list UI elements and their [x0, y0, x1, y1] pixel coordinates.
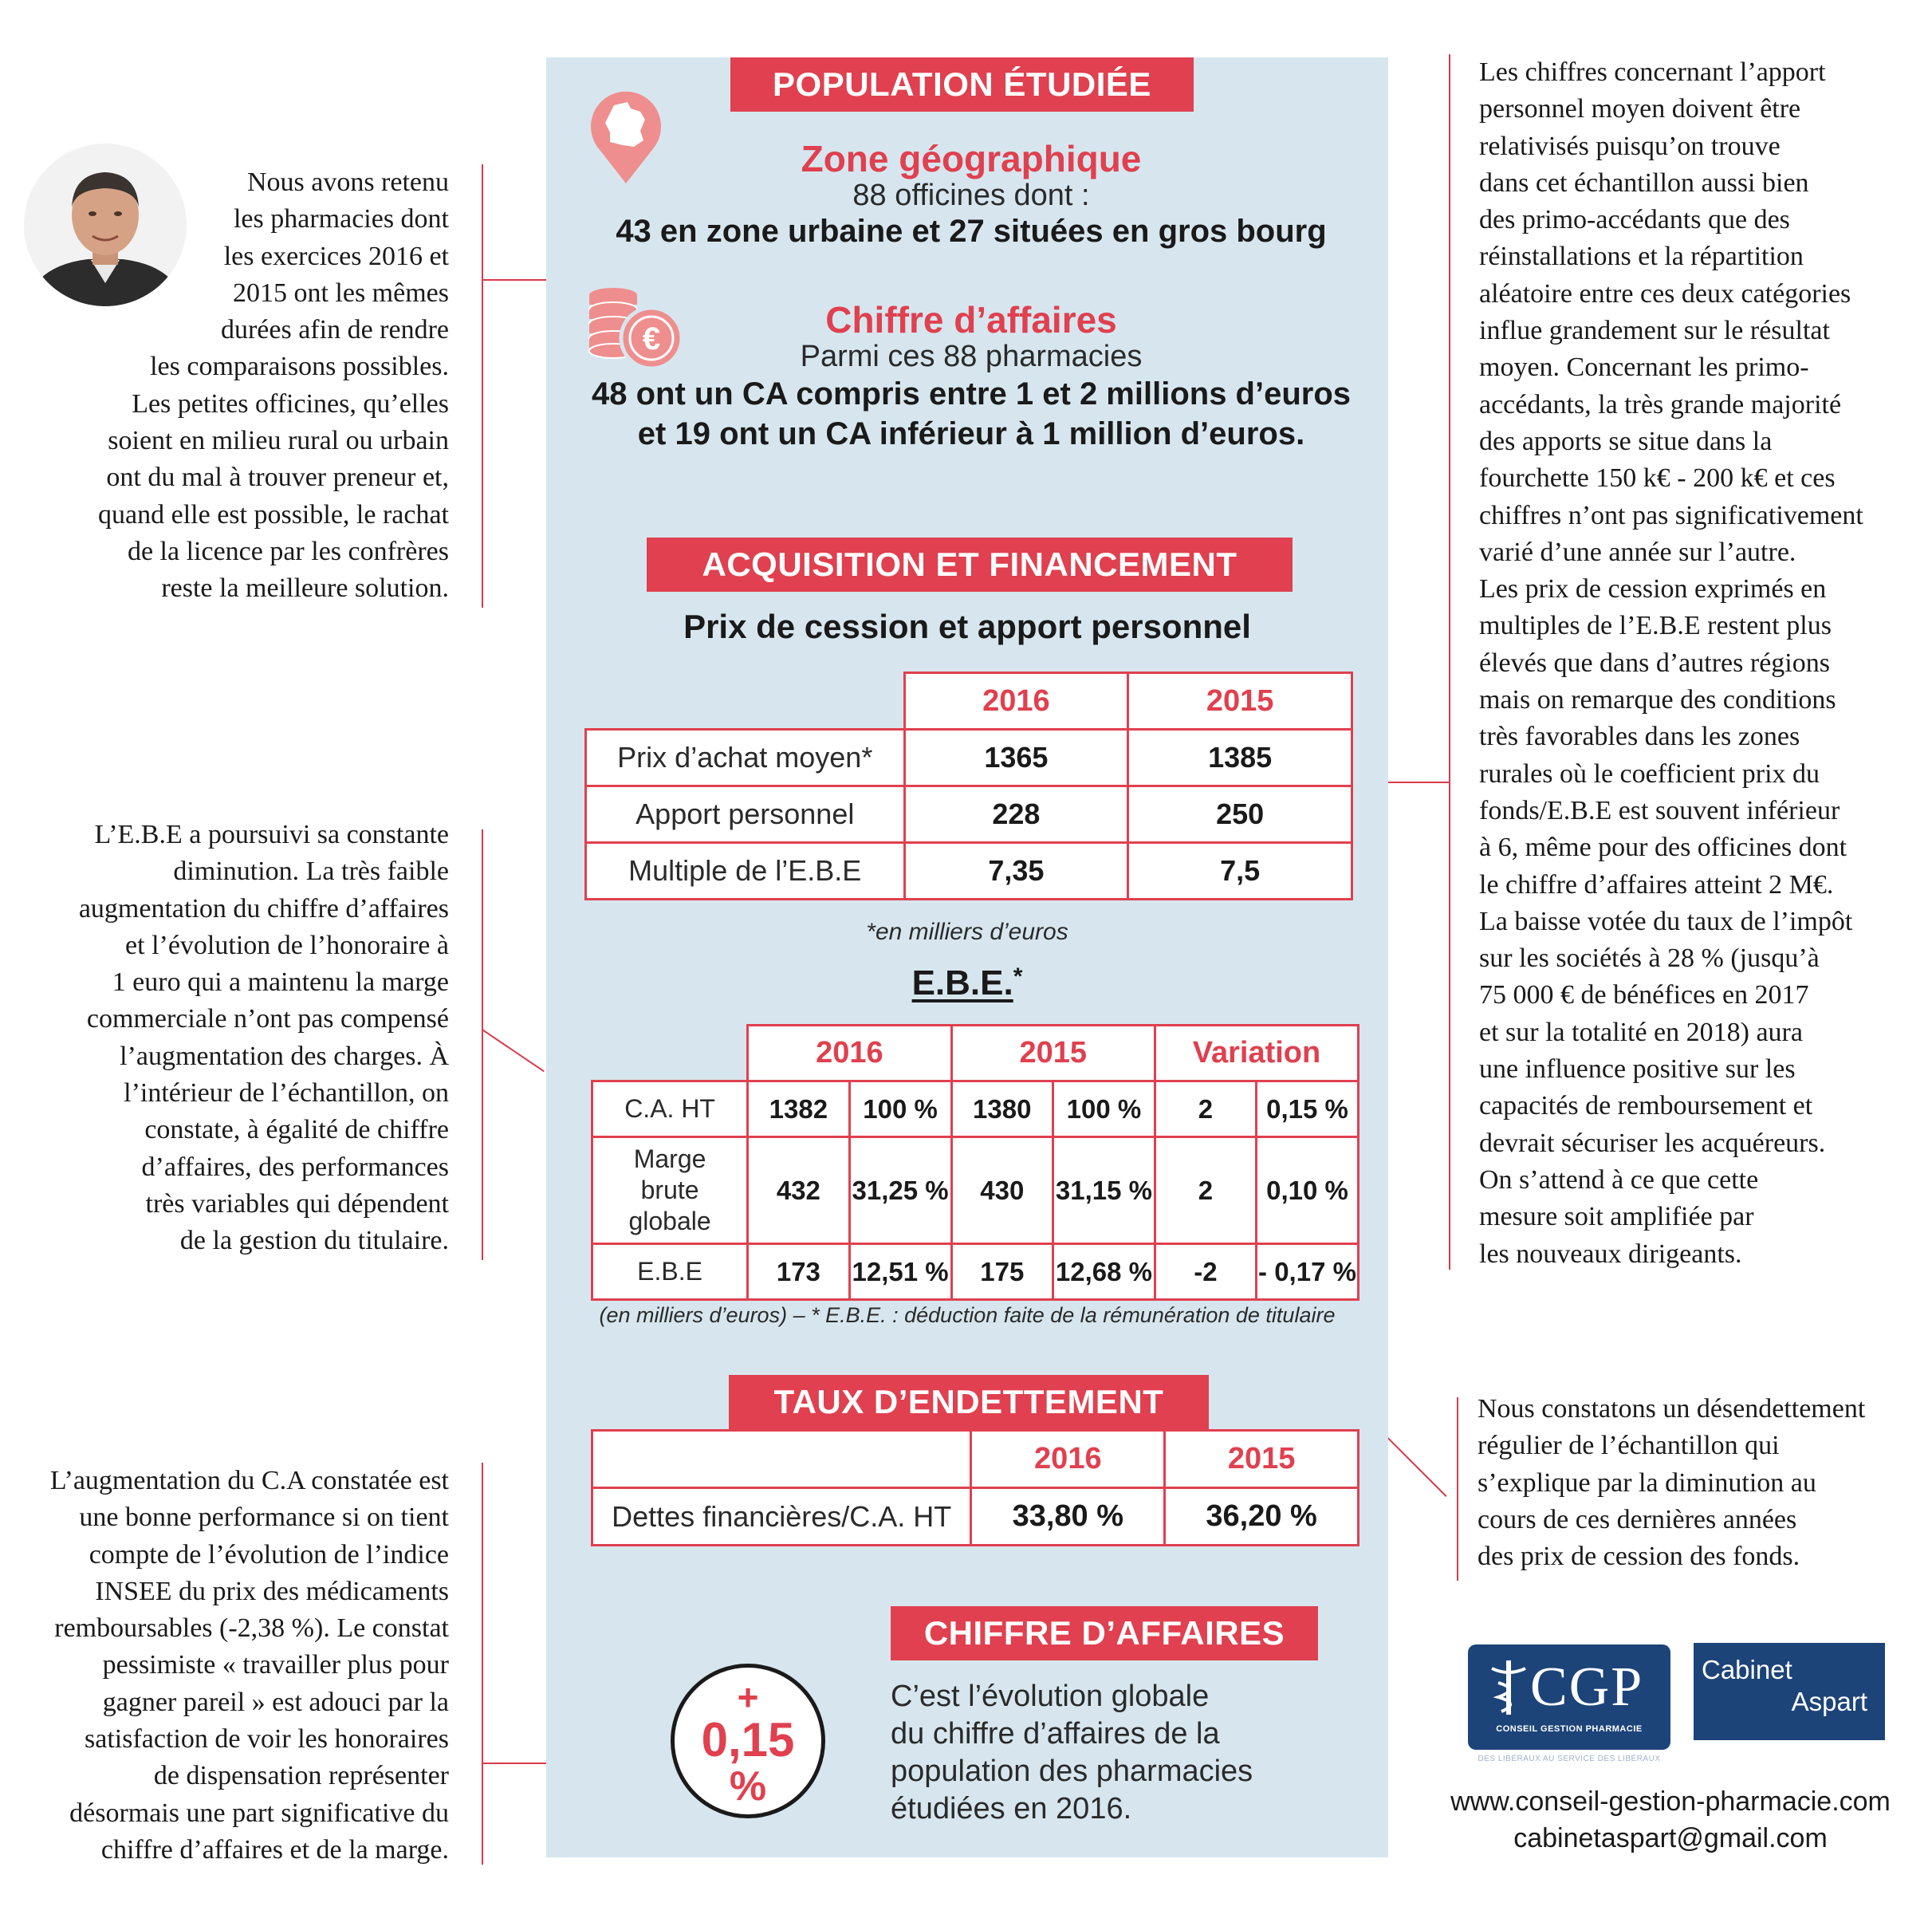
note-line: élevés que dans d’autres régions — [1479, 648, 1830, 678]
note-line: accédants, la très grande majorité — [1479, 389, 1842, 419]
percentage-circle — [671, 1664, 825, 1818]
note-line: gagner pareil » est adouci par la — [102, 1687, 449, 1717]
note-line: régulier de l’échantillon qui — [1478, 1431, 1780, 1461]
right-bracket-2 — [1457, 1397, 1458, 1581]
percentage-plus: + — [737, 1676, 759, 1718]
end-header-2015: 2015 — [1165, 1431, 1359, 1488]
left-bracket-3 — [482, 1463, 483, 1865]
end-empty-cell — [592, 1431, 971, 1488]
note-line: une bonne performance si on tient — [79, 1503, 449, 1533]
ebe-row-label: E.B.E — [592, 1244, 748, 1300]
ebe-empty-cell — [592, 1026, 748, 1081]
ebe-cell: 175 — [951, 1244, 1053, 1300]
ebe-cell: 1382 — [748, 1081, 849, 1137]
note-line: mesure soit amplifiée par — [1479, 1202, 1754, 1232]
note-line: multiples de l’E.B.E restent plus — [1479, 611, 1832, 641]
acquisition-subtitle: Prix de cession et apport personnel — [683, 608, 1251, 645]
note-line: des apports se situe dans la — [1479, 426, 1773, 456]
note-line: d’affaires, des performances — [141, 1152, 449, 1182]
left-note-3 — [2, 1463, 449, 1869]
ebe-cell: 430 — [951, 1137, 1053, 1244]
ca-line-3: et 19 ont un CA inférieur à 1 million d’euros. — [637, 416, 1305, 451]
acq-row-label: Multiple de l’E.B.E — [586, 843, 905, 900]
left-connector-2 — [482, 1029, 545, 1072]
note-line: aléatoire entre ces deux catégories — [1479, 278, 1851, 309]
acq-cell: 228 — [904, 786, 1128, 843]
note-line: fonds/E.B.E est souvent inférieur — [1479, 795, 1840, 825]
note-line: varié d’une année sur l’autre. — [1479, 537, 1796, 567]
acq-cell: 1365 — [904, 730, 1128, 786]
svg-text:€: € — [642, 321, 661, 356]
ebe-cell: 100 % — [1053, 1081, 1155, 1137]
ca-line-2: 48 ont un CA compris entre 1 et 2 millions d’euros — [591, 376, 1352, 412]
ebe-label-line: brute — [640, 1176, 699, 1204]
note-line: et sur la totalité en 2018) aura — [1479, 1017, 1803, 1047]
ebe-header-variation: Variation — [1155, 1026, 1358, 1081]
note-line: à 6, même pour des officines dont — [1479, 833, 1847, 863]
chiffre-text — [891, 1678, 1253, 1828]
acq-cell: 7,5 — [1128, 843, 1352, 900]
note-line: constate, à égalité de chiffre — [144, 1115, 449, 1145]
zone-title: Zone géographique — [801, 138, 1142, 179]
chiffre-text-line: C’est l’évolution globale — [891, 1680, 1210, 1713]
note-line: Les petites officines, qu’elles — [132, 388, 449, 419]
left-connector-3 — [482, 1763, 546, 1764]
acq-cell: 250 — [1128, 786, 1352, 843]
note-line: capacités de remboursement et — [1479, 1091, 1813, 1121]
ca-line-1: Parmi ces 88 pharmacies — [800, 340, 1143, 373]
chiffre-text-line: étudiées en 2016. — [891, 1792, 1132, 1826]
ebe-cell: 31,25 % — [849, 1137, 951, 1244]
note-line: s’explique par la diminution au — [1478, 1467, 1816, 1498]
acq-cell: 1385 — [1128, 730, 1352, 786]
note-line: chiffres n’ont pas significativement — [1479, 500, 1863, 530]
end-row-label: Dettes financières/C.A. HT — [592, 1488, 971, 1546]
aspart-logo-line2: Aspart — [1791, 1687, 1867, 1716]
acq-header-2016: 2016 — [904, 673, 1128, 730]
note-line: de la licence par les confrères — [127, 536, 449, 566]
end-cell: 36,20 % — [1165, 1488, 1359, 1546]
note-line: les pharmacies dont — [233, 204, 449, 234]
acquisition-table — [584, 672, 1353, 900]
endettement-banner: TAUX D’ENDETTEMENT — [729, 1375, 1209, 1429]
note-line: cours de ces dernières années — [1478, 1504, 1797, 1534]
end-header-2016: 2016 — [971, 1431, 1165, 1488]
ebe-header-2016: 2016 — [748, 1026, 951, 1081]
ebe-cell: 12,68 % — [1053, 1244, 1155, 1300]
chiffre-text-line: du chiffre d’affaires de la — [891, 1717, 1220, 1751]
note-line: les exercices 2016 et — [223, 241, 449, 271]
note-line: 75 000 € de bénéfices en 2017 — [1479, 980, 1809, 1010]
ebe-cell: 1380 — [951, 1081, 1053, 1137]
ebe-cell: 12,51 % — [849, 1244, 951, 1300]
aspart-logo-line1: Cabinet — [1702, 1655, 1792, 1684]
ebe-title-text: E.B.E. — [911, 963, 1013, 1002]
ebe-cell: 0,15 % — [1256, 1081, 1358, 1137]
note-line: très favorables dans les zones — [1479, 722, 1800, 752]
right-bracket-1 — [1449, 54, 1450, 1270]
author-portrait — [24, 144, 187, 306]
note-line: l’augmentation des charges. À — [120, 1041, 449, 1071]
note-line: et l’évolution de l’honoraire à — [125, 930, 449, 960]
ebe-row-label: C.A. HT — [592, 1081, 748, 1137]
note-line: Nous constatons un désendettement — [1478, 1394, 1866, 1424]
note-line: les nouveaux dirigeants. — [1479, 1239, 1742, 1269]
note-line: chiffre d’affaires et de la marge. — [100, 1834, 449, 1865]
note-line: le chiffre d’affaires atteint 2 M€. — [1479, 869, 1834, 900]
email-link[interactable]: cabinetaspart@gmail.com — [1513, 1823, 1828, 1853]
caduceus-icon — [1484, 1656, 1535, 1719]
ebe-label-line: Marge — [633, 1144, 706, 1173]
note-line: 2015 ont les mêmes — [232, 278, 449, 308]
ebe-cell: 2 — [1155, 1081, 1256, 1137]
ebe-title — [546, 963, 1388, 1003]
note-line: l’intérieur de l’échantillon, on — [124, 1078, 449, 1109]
acq-empty-cell — [586, 673, 905, 730]
note-line: de la gestion du titulaire. — [179, 1226, 449, 1256]
note-line: très variables qui dépendent — [145, 1188, 449, 1219]
acq-cell: 7,35 — [904, 843, 1128, 900]
ebe-cell: 0,10 % — [1256, 1137, 1358, 1244]
note-line: dans cet échantillon aussi bien — [1479, 167, 1809, 198]
ebe-cell: 100 % — [849, 1081, 951, 1137]
endettement-table — [591, 1429, 1359, 1546]
note-line: pessimiste « travailler plus pour — [102, 1650, 449, 1680]
acquisition-note: *en milliers d’euros — [866, 919, 1068, 945]
right-note-2 — [1478, 1391, 1924, 1575]
note-line: influe grandement sur le résultat — [1479, 316, 1830, 346]
website-link[interactable]: www.conseil-gestion-pharmacie.com — [1450, 1786, 1891, 1817]
acquisition-banner: ACQUISITION ET FINANCEMENT — [647, 538, 1293, 592]
note-line: Les chiffres concernant l’apport — [1479, 57, 1826, 87]
note-line: L’E.B.E a poursuivi sa constante — [94, 820, 449, 849]
note-line: satisfaction de voir les honoraires — [85, 1724, 449, 1755]
left-bracket-2 — [482, 829, 483, 1260]
note-line: personnel moyen doivent être — [1479, 94, 1801, 124]
cgp-logo-tagline: DES LIBÉRAUX AU SERVICE DES LIBÉRAUX — [1478, 1755, 1661, 1763]
note-line: augmentation du chiffre d’affaires — [78, 893, 449, 924]
ebe-cell: 432 — [748, 1137, 849, 1244]
note-line: soient en milieu rural ou urbain — [108, 426, 449, 456]
end-cell: 33,80 % — [971, 1488, 1165, 1546]
note-line: ont du mal à trouver preneur et, — [106, 463, 449, 493]
note-line: INSEE du prix des médicaments — [95, 1576, 449, 1606]
ebe-cell: -2 — [1155, 1244, 1256, 1300]
note-line: fourchette 150 k€ - 200 k€ et ces — [1479, 463, 1836, 494]
note-line: les comparaisons possibles. — [150, 352, 449, 382]
left-connector-1 — [482, 279, 546, 281]
note-line: 1 euro qui a maintenu la marge — [112, 967, 449, 998]
note-line: rurales où le coefficient prix du — [1479, 758, 1820, 789]
right-note-1 — [1479, 54, 1926, 1273]
note-line: mais on remarque des conditions — [1479, 685, 1836, 715]
note-line: diminution. La très faible — [173, 857, 449, 887]
ca-title: Chiffre d’affaires — [825, 299, 1117, 341]
zone-line-2: 43 en zone urbaine et 27 situées en gros bourg — [616, 214, 1327, 249]
center-panel — [546, 57, 1388, 1857]
cgp-logo — [1468, 1644, 1670, 1750]
right-connector-2 — [1387, 1437, 1447, 1497]
note-line: La baisse votée du taux de l’impôt — [1479, 906, 1853, 936]
right-connector-1 — [1388, 782, 1450, 783]
population-banner: POPULATION ÉTUDIÉE — [730, 57, 1194, 112]
note-line: relativisés puisqu’on trouve — [1479, 131, 1781, 161]
ebe-cell: - 0,17 % — [1256, 1244, 1358, 1300]
note-line: quand elle est possible, le rachat — [98, 499, 449, 530]
ebe-cell: 2 — [1155, 1137, 1256, 1244]
ebe-note: (en milliers d’euros) – * E.B.E. : déduction faite de la rémunération de titulaire — [599, 1303, 1336, 1327]
cgp-logo-sub: CONSEIL GESTION PHARMACIE — [1496, 1724, 1643, 1734]
note-line: compte de l’évolution de l’indice — [89, 1539, 449, 1570]
note-line: Les prix de cession exprimés en — [1479, 574, 1827, 605]
aspart-logo — [1694, 1643, 1885, 1740]
note-line: des prix de cession des fonds. — [1478, 1542, 1800, 1572]
chiffre-banner: CHIFFRE D’AFFAIRES — [891, 1606, 1318, 1660]
note-line: remboursables (-2,38 %). Le constat — [54, 1613, 449, 1644]
note-line: durées afin de rendre — [220, 315, 449, 345]
percentage-unit: % — [729, 1763, 767, 1810]
acq-row-label: Apport personnel — [586, 786, 905, 843]
acq-row-label: Prix d’achat moyen* — [586, 730, 905, 786]
ebe-cell: 31,15 % — [1053, 1137, 1155, 1244]
note-line: devrait sécuriser les acquéreurs. — [1479, 1128, 1826, 1158]
note-line: sur les sociétés à 28 % (jusqu’à — [1479, 943, 1820, 974]
ebe-label-line: globale — [628, 1207, 711, 1235]
ebe-title-star: * — [1013, 963, 1023, 990]
ebe-header-2015: 2015 — [951, 1026, 1155, 1081]
left-bracket-1 — [482, 164, 483, 608]
cgp-logo-main: CGP — [1530, 1656, 1644, 1718]
acq-header-2015: 2015 — [1128, 673, 1352, 730]
percentage-value: 0,15 — [701, 1713, 795, 1767]
note-line: reste la meilleure solution. — [161, 573, 449, 604]
ebe-cell: 173 — [748, 1244, 849, 1300]
note-line: commerciale n’ont pas compensé — [86, 1004, 449, 1034]
note-line: moyen. Concernant les primo- — [1479, 353, 1809, 383]
note-line: de dispensation représenter — [153, 1761, 449, 1791]
note-line: On s’attend à ce que cette — [1479, 1164, 1759, 1195]
note-line: désormais une part significative du — [69, 1798, 449, 1828]
note-line: Nous avons retenu — [246, 167, 449, 197]
note-line: réinstallations et la répartition — [1479, 242, 1804, 272]
note-line: L’augmentation du C.A constatée est — [49, 1466, 449, 1495]
ebe-row-label-multiline — [592, 1137, 748, 1244]
chiffre-text-line: population des pharmacies — [891, 1755, 1253, 1788]
note-line: des primo-accédants que des — [1479, 205, 1790, 235]
ebe-table — [591, 1024, 1359, 1301]
left-note-2 — [2, 817, 449, 1260]
note-line: une influence positive sur les — [1479, 1054, 1796, 1085]
zone-line-1: 88 officines dont : — [852, 179, 1090, 212]
